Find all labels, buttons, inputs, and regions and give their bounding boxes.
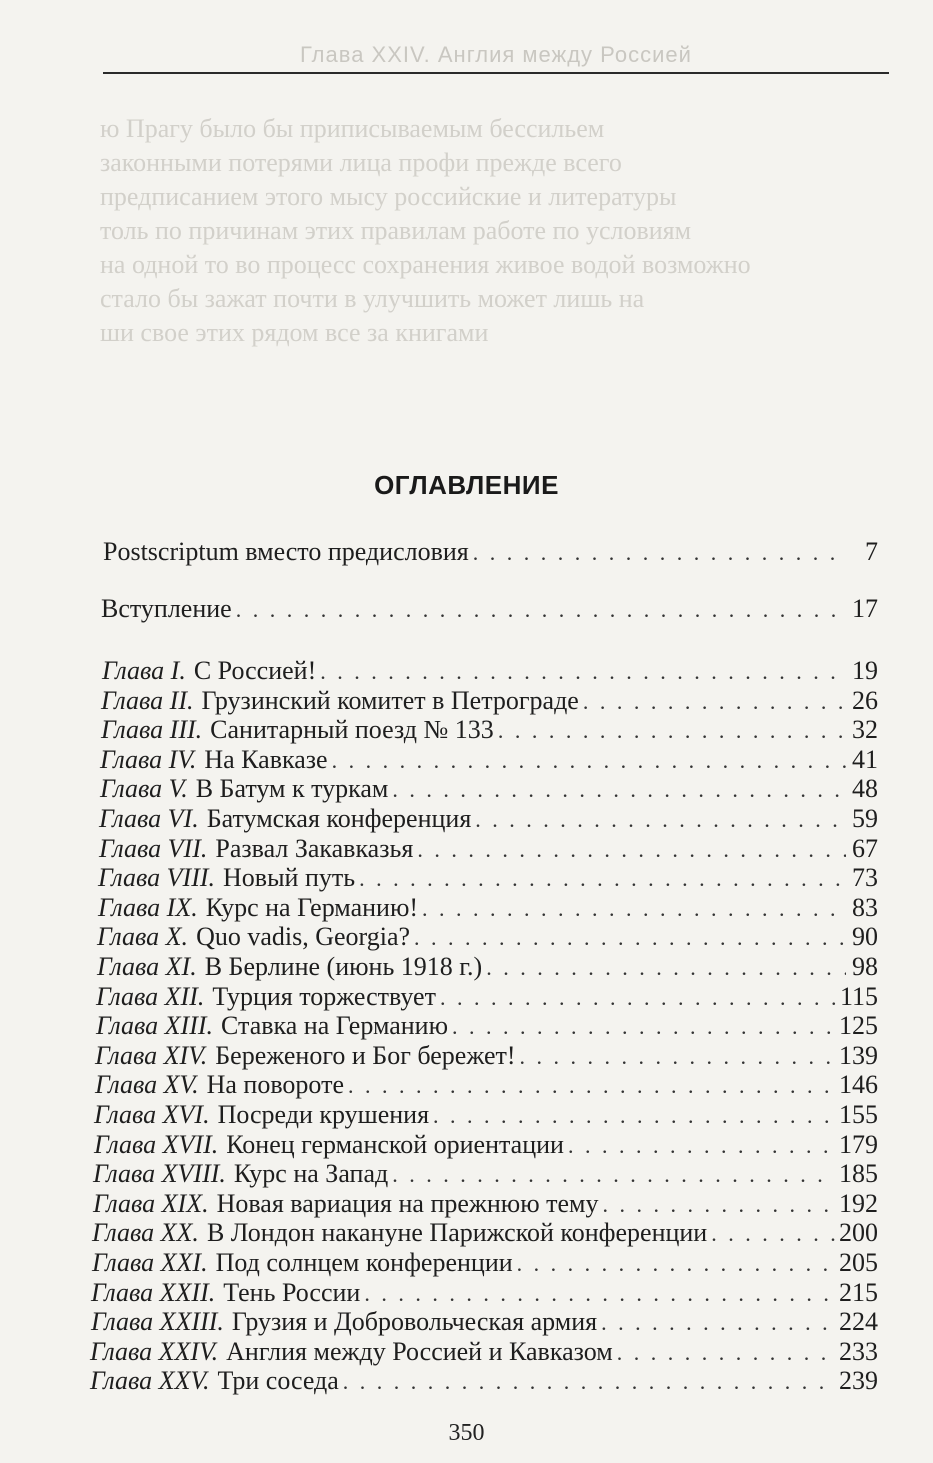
toc-chapter-row (99, 804, 878, 835)
bleed-line: толь по причинам этих правилам работе по условиям (100, 216, 692, 245)
toc-chapter-row (96, 1011, 878, 1042)
toc-chapter-row (94, 1130, 878, 1161)
toc-page-number: 98 (852, 952, 878, 981)
toc-page-number: 7 (865, 537, 878, 566)
dot-leader (343, 1367, 835, 1397)
toc-chapter-row (91, 1278, 878, 1309)
page-number: 350 (448, 1420, 485, 1446)
toc-page-number: 200 (839, 1218, 878, 1247)
toc-chapter-row (101, 715, 878, 746)
toc-page-number: 239 (839, 1366, 878, 1395)
toc-page-number: 26 (852, 686, 878, 715)
chapter-label: Глава I. (102, 656, 186, 685)
toc-page-number: 48 (852, 774, 878, 803)
chapter-label: Глава VII. (99, 834, 208, 863)
chapter-label: Глава VIII. (98, 863, 216, 892)
bleed-line: ши свое этих рядом все за книгами (100, 318, 489, 347)
toc-entry-title: На повороте (206, 1070, 344, 1099)
bleed-line: на одной то во процесс сохранения живое водой возможно (100, 250, 751, 279)
dot-leader (601, 1308, 835, 1338)
running-header-ghost: Глава XXIV. Англия между Россией (300, 42, 692, 67)
toc-page-number: 73 (852, 863, 878, 892)
toc-page-number: 41 (852, 745, 878, 774)
toc-entry-title: Англия между Россией и Кавказом (226, 1337, 613, 1366)
chapter-label: Глава IX. (98, 893, 198, 922)
toc-entry-title: Развал Закавказья (215, 834, 414, 863)
toc-page-number: 146 (839, 1070, 878, 1099)
toc-entry-title: Под солнцем конференции (215, 1248, 513, 1277)
chapter-label: Глава XIV. (95, 1041, 208, 1070)
toc-entry-title: Санитарный поезд № 133 (210, 715, 494, 744)
toc-chapter-row (101, 686, 878, 717)
toc-entry-title: В Лондон накануне Парижской конференции (206, 1218, 708, 1247)
chapter-label: Глава X. (97, 922, 189, 951)
chapter-label: Глава XXIII. (91, 1307, 224, 1336)
dot-leader (473, 538, 846, 568)
toc-chapter-row (96, 982, 878, 1013)
dot-leader (422, 894, 846, 924)
bleed-line: предписанием этого мысу российские и литературы (100, 182, 677, 211)
toc-page-number: 115 (839, 982, 878, 1011)
dot-leader (711, 1219, 835, 1249)
toc-page-number: 215 (839, 1278, 878, 1307)
toc-chapter-row (94, 1100, 878, 1131)
chapter-label: Глава II. (101, 686, 194, 715)
toc-chapter-row (98, 863, 878, 894)
toc-page-number: 32 (852, 715, 878, 744)
toc-page-number: 233 (839, 1337, 878, 1366)
chapter-label: Глава XXV. (90, 1366, 210, 1395)
toc-entry-title: В Берлине (июнь 1918 г.) (204, 952, 483, 981)
dot-leader (583, 687, 846, 717)
dot-leader (603, 1190, 835, 1220)
toc-chapter-row (99, 834, 878, 865)
toc-front-matter-row (101, 594, 878, 625)
chapter-label: Глава III. (101, 715, 203, 744)
chapter-label: Глава XX. (92, 1218, 199, 1247)
toc-entry-title: Вступление (101, 594, 232, 623)
toc-page-number: 125 (839, 1011, 878, 1040)
dot-leader (332, 746, 846, 776)
chapter-label: Глава XIX. (93, 1189, 209, 1218)
toc-page-number: 17 (852, 594, 878, 623)
toc-page-number: 90 (852, 922, 878, 951)
dot-leader (392, 1160, 835, 1190)
toc-entry-title: Ставка на Германию (221, 1011, 449, 1040)
toc-entry-title: Курс на Запад (233, 1159, 389, 1188)
header-rule (103, 72, 889, 74)
chapter-label: Глава XVII. (94, 1130, 219, 1159)
toc-page-number: 59 (852, 804, 878, 833)
chapter-label: Глава XVI. (94, 1100, 210, 1129)
dot-leader (392, 775, 846, 805)
toc-page-number: 83 (852, 893, 878, 922)
toc-entry-title: Грузинский комитет в Петрограде (201, 686, 579, 715)
chapter-label: Глава IV. (100, 745, 197, 774)
toc-chapter-row (98, 893, 878, 924)
chapter-label: Глава XIII. (96, 1011, 214, 1040)
dot-leader (440, 983, 836, 1013)
dot-leader (359, 864, 846, 894)
dot-leader (433, 1101, 835, 1131)
toc-entry-title: В Батум к туркам (195, 774, 389, 803)
dot-leader (498, 716, 846, 746)
toc-entry-title: Quo vadis, Georgia? (196, 922, 411, 951)
toc-chapter-row (92, 1218, 878, 1249)
toc-page-number: 192 (839, 1189, 878, 1218)
chapter-label: Глава XI. (97, 952, 197, 981)
chapter-label: Глава XXIV. (90, 1337, 219, 1366)
toc-page-number: 139 (839, 1041, 878, 1070)
toc-page-number: 155 (839, 1100, 878, 1129)
toc-page-number: 224 (839, 1307, 878, 1336)
dot-leader (320, 657, 846, 687)
toc-chapter-row (102, 656, 878, 687)
toc-page-number: 67 (852, 834, 878, 863)
toc-chapter-row (95, 1041, 878, 1072)
toc-entry-title: Новый путь (223, 863, 356, 892)
toc-entry-title: Три соседа (217, 1366, 339, 1395)
dot-leader (517, 1249, 835, 1279)
toc-entry-title: С Россией! (193, 656, 317, 685)
dot-leader (617, 1338, 835, 1368)
bleed-line: законными потерями лица профи прежде всего (100, 148, 622, 177)
bleed-line: ю Прагу было бы приписываемым бессильем (100, 114, 605, 143)
toc-page-number: 185 (839, 1159, 878, 1188)
chapter-label: Глава XXII. (91, 1278, 216, 1307)
toc-entry-title: Турция торжествует (212, 982, 436, 1011)
toc-chapter-row (92, 1248, 878, 1279)
dot-leader (568, 1131, 835, 1161)
dot-leader (417, 835, 846, 865)
chapter-label: Глава V. (100, 774, 188, 803)
toc-chapter-row (93, 1159, 878, 1190)
toc-chapter-row (100, 774, 878, 805)
dot-leader (452, 1012, 835, 1042)
toc-entry-title: Береженого и Бог бережет! (215, 1041, 516, 1070)
toc-front-matter-row (103, 537, 878, 568)
toc-page-number: 205 (839, 1248, 878, 1277)
toc-entry-title: Тень России (223, 1278, 361, 1307)
dot-leader (236, 595, 846, 625)
bleed-through-text (100, 112, 880, 350)
chapter-label: Глава XII. (96, 982, 205, 1011)
toc-entry-title: Postscriptum вместо предисловия (103, 537, 469, 566)
dot-leader (364, 1279, 835, 1309)
toc-entry-title: Курс на Германию! (205, 893, 419, 922)
toc-entry-title: На Кавказе (204, 745, 328, 774)
dot-leader (475, 805, 846, 835)
bleed-line: стало бы зажат почти в улучшить может лишь на (100, 284, 645, 313)
toc-entry-title: Конец германской ориентации (226, 1130, 564, 1159)
toc-page-number: 19 (852, 656, 878, 685)
dot-leader (414, 923, 846, 953)
toc-entry-title: Грузия и Добровольческая армия (231, 1307, 598, 1336)
chapter-label: Глава XV. (95, 1070, 199, 1099)
chapter-label: Глава XXI. (92, 1248, 208, 1277)
chapter-label: Глава VI. (99, 804, 199, 833)
toc-chapter-row (95, 1070, 878, 1101)
toc-chapter-row (100, 745, 878, 776)
toc-entry-title: Посреди крушения (217, 1100, 430, 1129)
toc-chapter-row (90, 1337, 878, 1368)
toc-entry-title: Батумская конференция (206, 804, 472, 833)
toc-page-number: 179 (839, 1130, 878, 1159)
toc-entry-title: Новая вариация на прежнюю тему (216, 1189, 599, 1218)
toc-chapter-row (91, 1307, 878, 1338)
toc-chapter-row (90, 1366, 878, 1397)
toc-chapter-row (97, 922, 878, 953)
toc-chapter-row (97, 952, 878, 983)
toc-title: ОГЛАВЛЕНИЕ (374, 470, 559, 500)
chapter-label: Глава XVIII. (93, 1159, 226, 1188)
dot-leader (348, 1071, 835, 1101)
toc-chapter-row (93, 1189, 878, 1220)
dot-leader (520, 1042, 835, 1072)
dot-leader (486, 953, 846, 983)
